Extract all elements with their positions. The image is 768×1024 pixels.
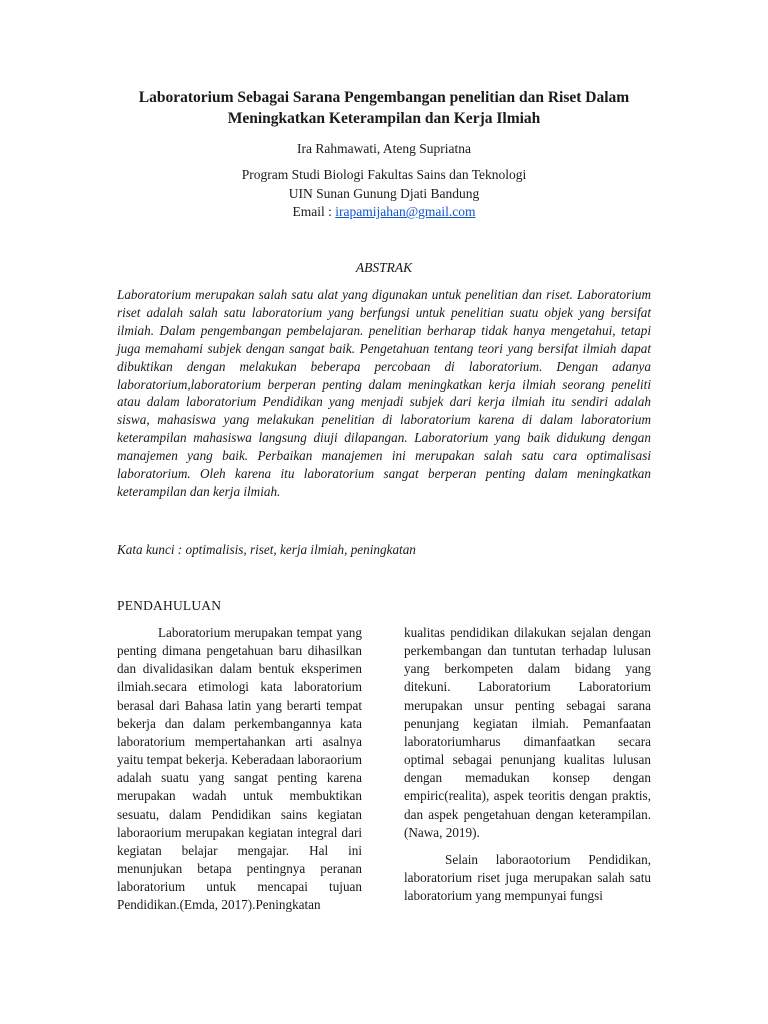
abstract-heading: ABSTRAK <box>355 260 413 275</box>
affiliation-program: Program Studi Biologi Fakultas Sains dan Teknologi <box>241 167 527 182</box>
email-line <box>90 203 678 221</box>
section-heading-introduction: PENDAHULUAN <box>117 598 222 613</box>
email-label: Email : <box>292 204 336 219</box>
affiliation-university: UIN Sunan Gunung Djati Bandung <box>288 186 480 201</box>
intro-paragraph-1: Laboratorium merupakan tempat yang penting dimana pengetahuan baru dihasilkan dan divalidasikan dalam bentuk eksperimen ilmiah.secara etimologi kata laboratorium berasal dari Bahasa latin yang berarti tempat bekerja dan dalam perkembangannya kata laboratorium mempertahankan arti asalnya yaitu tempat bekerja. Keberadaan laboraorium adalah suatu yang sangat penting karena merupakan wadah untuk membuktikan sesuatu, dalam Pendidikan sains kegiatan laboraorium merupakan kegiatan integral dari kegiatan belajar mengajar. Hal ini menunjukan betapa pentingnya peranan laboratorium untuk mencapai tujuan Pendidikan.(Emda, 2017).Peningkatan <box>117 625 362 913</box>
intro-paragraph-2: kualitas pendidikan dilakukan sejalan dengan perkembangan dan tuntutan terhadap lulusan yang berkompeten dalam bidang yang ditekuni. Laboratorium Laboratorium merupakan unsur penting sebagai sarana penunjang kegiatan ilmiah. Pemanfaatan laboratoriumharus dimanfaatkan secara optimal sebagai penunjang kualitas lulusan dengan memadukan konsep dengan empiric(realita), aspek teoritis dengan praktis, dan aspek pengetahuan dengan keterampilan. (Nawa, 2019). <box>404 625 651 840</box>
intro-paragraph-3: Selain laboraotorium Pendidikan, laboratorium riset juga merupakan salah satu laboratorium yang mempunyai fungsi <box>404 851 651 904</box>
abstract-body: Laboratorium merupakan salah satu alat yang digunakan untuk penelitian dan riset. Laboratorium riset adalah salah satu laboratorium yang berfungsi untuk penelitian suatu objek yang bersifat ilmiah. Dalam pengembangan pembelajaran. penelitian berharap tidak hanya mengetahui, tetapi juga memahami subjek dengan sangat baik. Pengetahuan tentang teori yang bersifat ilmiah dapat dibuktikan dengan melakukan beberapa percobaan di laboratorium. Dengan adanya laboratorium,laboratorium berperan penting dalam meningkatkan kerja ilmiah seorang peneliti atau dalam laboratorium Pendidikan yang menjadi subjek dari kerja ilmiah itu sendiri adalah siswa, mahasiswa yang melakukan penelitian di laboratorium karena di dalam laboratorium keterampilan mahasiswa langsung diuji dilapangan. Laboratorium yang baik didukung dengan manajemen yang baik. Perbaikan manajemen ini merupakan salah satu cara optimalisasi laboratorium. Oleh karena itu laboratorium sangat berperan penting dalam meningkatkan keterampilan dan kerja ilmiah. <box>117 287 651 499</box>
left-column <box>117 624 362 915</box>
keywords: Kata kunci : optimalisis, riset, kerja ilmiah, peningkatan <box>117 542 416 557</box>
paper-title: Laboratorium Sebagai Sarana Pengembangan penelitian dan Riset Dalam Meningkatkan Keterampilan dan Kerja Ilmiah <box>138 89 630 127</box>
right-column <box>404 624 651 905</box>
authors: Ira Rahmawati, Ateng Supriatna <box>297 141 471 156</box>
email-link[interactable]: irapamijahan@gmail.com <box>335 204 476 219</box>
